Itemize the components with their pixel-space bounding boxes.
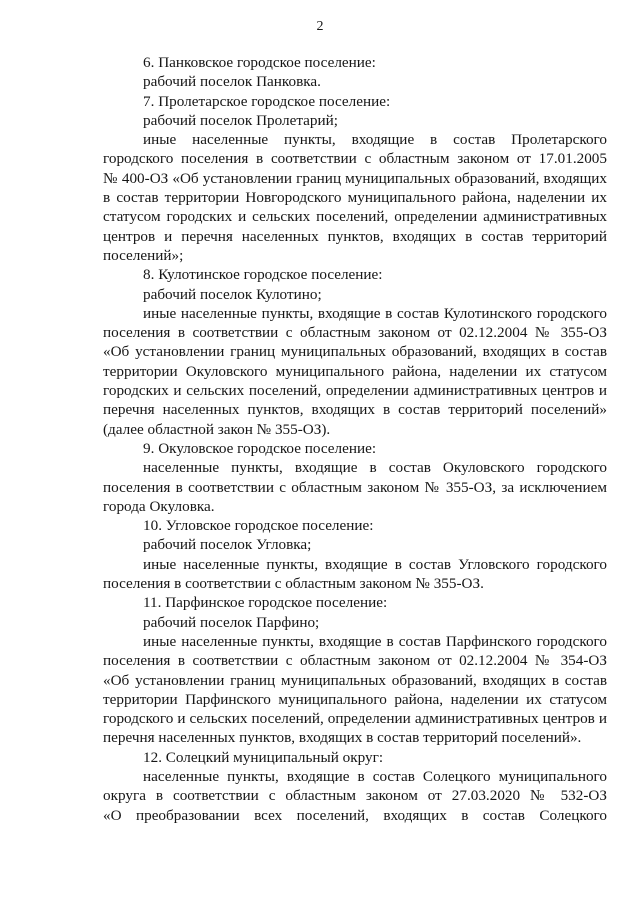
- paragraph-line: территории Парфинского муниципального района, наделении их статусом: [103, 690, 607, 708]
- document-body: [103, 53, 607, 825]
- paragraph-line: иные населенные пункты, входящие в состав Пролетарского: [143, 131, 607, 149]
- paragraph-line: населенные пункты, входящие в состав Окуловского городского: [143, 459, 607, 477]
- paragraph-line: 7. Пролетарское городское поселение:: [143, 92, 391, 110]
- paragraph: [103, 92, 607, 111]
- paragraph-line: округа в соответствии с областным законом от 27.03.2020 № 532-ОЗ: [103, 787, 607, 805]
- paragraph-line: в состав территории Новгородского муниципального района, наделении их: [103, 189, 607, 207]
- paragraph-line: городского поселения в соответствии с областным законом от 17.01.2005: [103, 150, 607, 168]
- paragraph: [103, 632, 607, 748]
- paragraph-line: поселения в соответствии с областным законом № 355-ОЗ, за исключением: [103, 478, 607, 496]
- paragraph-line: перечня населенных пунктов, входящих в состав территорий поселений».: [103, 729, 582, 747]
- paragraph-line: «Об установлении границ муниципальных образований, входящих в состав: [103, 343, 607, 361]
- page-number: 2: [316, 19, 324, 34]
- paragraph-line: 6. Панковское городское поселение:: [143, 54, 376, 71]
- paragraph-line: № 400-ОЗ «Об установлении границ муниципальных образований, входящих: [103, 169, 607, 187]
- paragraph: [103, 53, 607, 72]
- paragraph-line: центров и перечня населенных пунктов, входящих в состав территорий: [103, 227, 607, 245]
- paragraph-line: перечня населенных пунктов, входящих в состав территорий поселений»: [103, 401, 607, 419]
- paragraph: [103, 516, 607, 535]
- paragraph-line: «Об установлении границ муниципальных образований, входящих в состав: [103, 671, 607, 689]
- paragraph-line: (далее областной закон № 355-ОЗ).: [103, 420, 331, 438]
- paragraph-line: поселений»;: [103, 246, 184, 264]
- paragraph-line: статусом городских и сельских поселений, определении административных: [103, 208, 607, 226]
- paragraph-line: 11. Парфинское городское поселение:: [143, 594, 388, 612]
- paragraph: [103, 130, 607, 265]
- paragraph: [103, 593, 607, 612]
- paragraph-line: иные населенные пункты, входящие в состав Угловского городского: [143, 555, 607, 573]
- paragraph-line: рабочий поселок Кулотино;: [143, 285, 322, 303]
- paragraph-line: 12. Солецкий муниципальный округ:: [143, 748, 384, 766]
- paragraph: [103, 458, 607, 516]
- paragraph: [103, 439, 607, 458]
- paragraph: [103, 111, 607, 130]
- paragraph: [103, 535, 607, 554]
- paragraph-line: иные населенные пункты, входящие в состав Парфинского городского: [143, 632, 607, 650]
- paragraph-line: 10. Угловское городское поселение:: [143, 517, 374, 535]
- paragraph: [103, 265, 607, 284]
- paragraph: [103, 285, 607, 304]
- paragraph-line: рабочий поселок Угловка;: [143, 536, 312, 554]
- paragraph-line: городского и сельских поселений, определении административных центров и: [103, 710, 607, 728]
- paragraph-line: «О преобразовании всех поселений, входящих в состав Солецкого: [103, 806, 607, 824]
- paragraph-line: населенные пункты, входящие в состав Солецкого муниципального: [143, 767, 607, 785]
- paragraph-line: иные населенные пункты, входящие в состав Кулотинского городского: [143, 304, 607, 322]
- paragraph-line: поселения в соответствии с областным законом № 355-ОЗ.: [103, 575, 484, 593]
- paragraph: [103, 748, 607, 767]
- paragraph-line: поселения в соответствии с областным законом от 02.12.2004 № 354-ОЗ: [103, 652, 607, 670]
- paragraph: [103, 304, 607, 439]
- paragraph-line: территории Окуловского муниципального района, наделении их статусом: [103, 362, 607, 380]
- paragraph-line: рабочий поселок Пролетарий;: [143, 111, 338, 129]
- paragraph-line: рабочий поселок Парфино;: [143, 613, 320, 631]
- paragraph-line: рабочий поселок Панковка.: [143, 73, 321, 91]
- paragraph-line: городских и сельских поселений, определении административных центров и: [103, 382, 607, 400]
- paragraph: [103, 767, 607, 825]
- paragraph-line: 9. Окуловское городское поселение:: [143, 439, 377, 457]
- paragraph-line: города Окуловка.: [103, 497, 215, 515]
- paragraph-line: 8. Кулотинское городское поселение:: [143, 266, 383, 284]
- paragraph-line: поселения в соответствии с областным законом от 02.12.2004 № 355-ОЗ: [103, 324, 607, 342]
- paragraph: [103, 72, 607, 91]
- paragraph: [103, 613, 607, 632]
- paragraph: [103, 555, 607, 594]
